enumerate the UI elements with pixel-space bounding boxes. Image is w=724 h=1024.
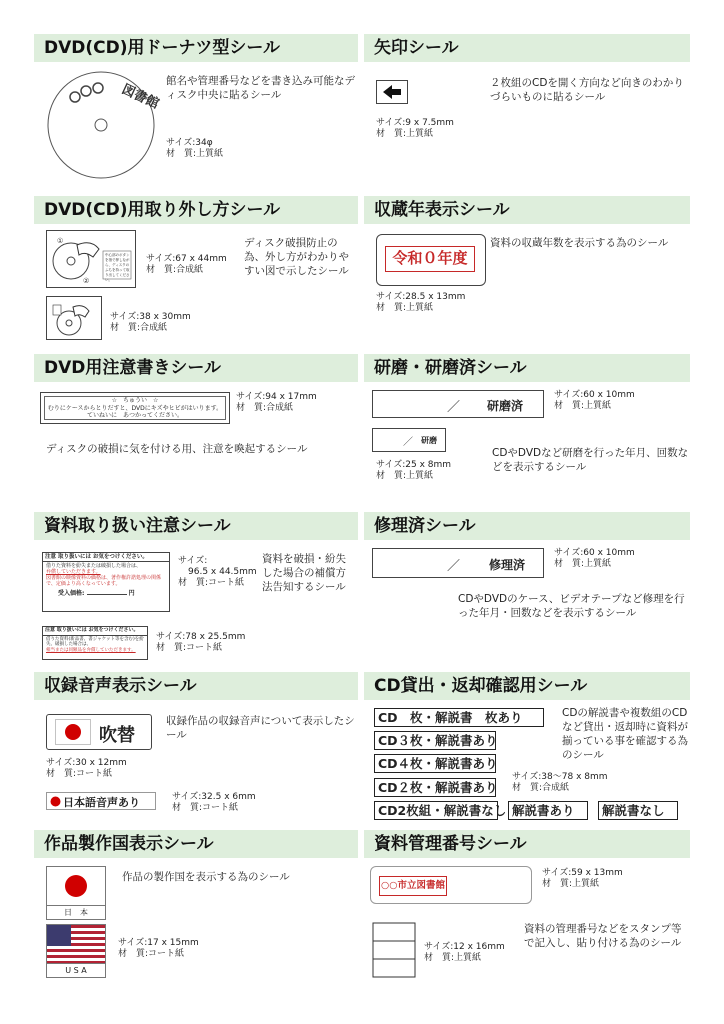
- mgmt-desc: 資料の管理番号などをスタンプ等で記入し、貼り付ける為のシール: [524, 923, 682, 949]
- removal-material-2: 材 質:合成紙: [110, 323, 168, 333]
- year-material: 材 質:上質紙: [376, 303, 434, 313]
- section-title-polish: 研磨・研磨済シール: [364, 354, 690, 382]
- lending-desc: CDの解説書や複数組のCDなど貸出・返却時に資料が揃っている事を確認する為のシール: [562, 707, 688, 761]
- section-title-arrow: 矢印シール: [364, 34, 690, 62]
- year-desc: 資料の収蔵年数を表示する為のシール: [490, 237, 669, 249]
- handling-small-body-2: 相当または同額品を弁償していただきます。: [46, 647, 136, 653]
- polish-size-2: サイズ:25 x 8mm: [376, 460, 452, 470]
- country-sticker-japan: [46, 866, 106, 920]
- polish-material-1: 材 質:上質紙: [554, 401, 612, 411]
- year-sticker-image: [376, 234, 486, 286]
- audio-size-1: サイズ:30 x 12mm: [46, 758, 127, 768]
- audio-sticker-dub: [46, 714, 152, 750]
- dvd-caution-size: サイズ:94 x 17mm: [236, 392, 317, 402]
- mgmt-size-1: サイズ:59 x 13mm: [542, 868, 623, 878]
- removal-sticker-small: [46, 296, 102, 340]
- section-title-mgmt: 資料管理番号シール: [364, 830, 690, 858]
- handling-size-2: サイズ:78 x 25.5mm: [156, 632, 246, 642]
- dvd-caution-sticker: [40, 392, 230, 424]
- lending-label-5: 解説書あり: [508, 801, 588, 820]
- repair-desc: CDやDVDのケース、ビデオテープなど修理を行った年月・回数などを表示するシール: [458, 593, 685, 619]
- section-title-donut: DVD(CD)用ドーナツ型シール: [34, 34, 358, 62]
- handling-small-body-1: 借りた資料(新品書、書ジャケット等を含む)を紛失、破損した場合は、: [46, 636, 144, 647]
- lending-label-2: CD４枚・解説書あり: [374, 754, 496, 773]
- repair-sticker: [372, 548, 544, 578]
- country-material: 材 質:コート紙: [118, 949, 185, 959]
- handling-body-3: 図書館の映像資料の価格は、著作権許諾処理の関係で、定価より高くなっています。: [46, 575, 162, 587]
- mgmt-size-2: サイズ:12 x 16mm: [424, 942, 505, 952]
- audio-material-2: 材 質:コート紙: [172, 803, 239, 813]
- svg-text:①: ①: [57, 237, 64, 245]
- handling-head-text: 取り扱いには お気をつけください。: [57, 554, 148, 560]
- polish-sticker-large: [372, 390, 544, 418]
- handling-price-label: 受入価格:: [58, 590, 85, 597]
- handling-yen: 円: [128, 590, 135, 597]
- section-title-repair: 修理済シール: [364, 512, 690, 540]
- polish-label-1: 研磨済: [487, 399, 524, 413]
- dvd-caution-line-2: むりにケースからとりだすと、DVDにキズやヒビがはいります。: [47, 404, 223, 412]
- handling-desc: 資料を破損・紛失した場合の補償方法告知するシール: [262, 553, 346, 593]
- japan-flag-icon: [47, 867, 105, 905]
- usa-flag-icon: [47, 925, 105, 963]
- country-label-japan: 日 本: [47, 905, 105, 920]
- country-desc: 作品の製作国を表示する為のシール: [122, 871, 290, 883]
- donut-material: 材 質:上質紙: [166, 149, 224, 159]
- handling-sticker-large: [42, 552, 170, 612]
- audio-label-japanese: 日本語音声あり: [63, 796, 140, 809]
- removal-material-1: 材 質:合成紙: [146, 265, 204, 275]
- arrow-sticker-image: [376, 80, 408, 104]
- lending-material: 材 質:合成紙: [512, 783, 570, 793]
- svg-text:②: ②: [83, 277, 90, 285]
- handling-small-head-text: 取り扱いには お気をつけください。: [56, 627, 139, 633]
- section-title-lending: CD貸出・返却確認用シール: [364, 672, 690, 700]
- donut-label: 図書館: [119, 82, 162, 113]
- lending-label-6: 解説書なし: [598, 801, 678, 820]
- japan-flag-icon: [55, 719, 91, 745]
- repair-size: サイズ:60 x 10mm: [554, 548, 635, 558]
- removal-size-2: サイズ:38 x 30mm: [110, 312, 191, 322]
- section-title-country: 作品製作国表示シール: [34, 830, 358, 858]
- dvd-caution-line-1: ☆ ちゅうい ☆: [111, 397, 159, 404]
- mgmt-sticker-large: [370, 866, 532, 904]
- donut-desc: 館名や管理番号などを書き込み可能なディスク中央に貼るシール: [166, 75, 355, 101]
- removal-size-1: サイズ:67 x 44mm: [146, 254, 227, 264]
- polish-label-2: 研磨: [421, 436, 437, 445]
- lending-label-4: CD2枚組・解説書なし: [374, 801, 498, 820]
- repair-label: 修理済: [489, 558, 526, 572]
- handling-size-1b: 96.5 x 44.5mm: [188, 567, 257, 577]
- handling-sticker-small: [42, 626, 148, 660]
- dvd-caution-desc: ディスクの破損に気を付ける用、注意を喚起するシール: [46, 443, 308, 455]
- handling-size-1: サイズ:: [178, 556, 208, 566]
- audio-size-2: サイズ:32.5 x 6mm: [172, 792, 256, 802]
- repair-material: 材 質:上質紙: [554, 559, 612, 569]
- lending-label-0: CD 枚・解説書 枚あり: [374, 708, 544, 727]
- polish-slash-1: ／: [447, 400, 461, 415]
- handling-body-1: 借りた資料を紛失または破損した場合は、: [46, 563, 142, 569]
- dvd-caution-line-3: ていねいに あつかってください。: [86, 412, 183, 419]
- donut-size: サイズ:34φ: [166, 138, 213, 148]
- arrow-material: 材 質:上質紙: [376, 129, 434, 139]
- polish-size-1: サイズ:60 x 10mm: [554, 390, 635, 400]
- polish-sticker-small: [372, 428, 446, 452]
- polish-desc: CDやDVDなど研磨を行った年月、回数などを表示するシール: [492, 447, 689, 473]
- handling-material-1: 材 質:コート紙: [178, 578, 245, 588]
- donut-sticker-image: [46, 70, 162, 180]
- section-title-removal: DVD(CD)用取り外し方シール: [34, 196, 358, 224]
- mgmt-material-2: 材 質:上質紙: [424, 953, 482, 963]
- polish-slash-2: ／: [403, 437, 413, 448]
- removal-desc: ディスク破損防止の為、外し方がわかりやすい図で示したシール: [244, 237, 349, 277]
- handling-body-2: 弁償していただきます。: [46, 569, 101, 575]
- audio-material-1: 材 質:コート紙: [46, 769, 113, 779]
- red-dot-icon: [50, 796, 61, 807]
- country-sticker-usa: [46, 924, 106, 978]
- dvd-caution-material: 材 質:合成紙: [236, 403, 294, 413]
- polish-material-2: 材 質:上質紙: [376, 471, 434, 481]
- audio-label-dub: 吹替: [99, 725, 135, 746]
- section-title-dvd-caution: DVD用注意書きシール: [34, 354, 358, 382]
- lending-size: サイズ:38～78 x 8mm: [512, 772, 608, 782]
- country-label-usa: U S A: [47, 963, 105, 978]
- mgmt-stamp: ○○市立図書館: [379, 876, 447, 896]
- handling-head-tag: 注意: [45, 554, 57, 560]
- audio-sticker-japanese: [46, 792, 156, 810]
- removal-sticker-large: [46, 230, 136, 288]
- section-title-audio: 収録音声表示シール: [34, 672, 358, 700]
- mgmt-material-1: 材 質:上質紙: [542, 879, 600, 889]
- section-title-handling: 資料取り扱い注意シール: [34, 512, 358, 540]
- country-size: サイズ:17 x 15mm: [118, 938, 199, 948]
- repair-slash: ／: [447, 559, 461, 574]
- handling-small-head-tag: 注意: [45, 627, 56, 633]
- mgmt-sticker-small: [372, 922, 416, 978]
- audio-desc: 収録作品の収録音声について表示したシール: [166, 715, 355, 741]
- lending-label-3: CD２枚・解説書あり: [374, 778, 496, 797]
- year-stamp: 令和０年度: [385, 246, 475, 272]
- arrow-size: サイズ:9 x 7.5mm: [376, 118, 454, 128]
- year-size: サイズ:28.5 x 13mm: [376, 292, 466, 302]
- arrow-desc: ２枚組のCDを開く方向など向きのわかりづらいものに貼るシール: [490, 77, 684, 103]
- removal-mini-text: 中心部のボタンを指で押しながら、ディスクのふちを持って取り出してください。: [105, 253, 130, 282]
- handling-material-2: 材 質:コート紙: [156, 643, 223, 653]
- lending-label-1: CD３枚・解説書あり: [374, 731, 496, 750]
- section-title-year: 収蔵年表示シール: [364, 196, 690, 224]
